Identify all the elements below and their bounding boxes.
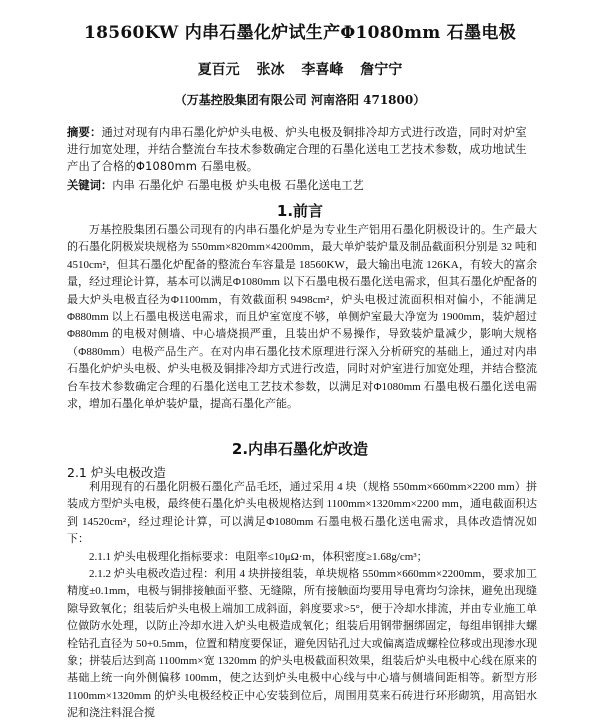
- abstract-text: 通过对现有内串石墨化炉炉头电极、炉头电极及铜排冷却方式进行改造，同时对炉室进行加宽处理，并结合整流台车技术参数确定合理的石墨化送电工艺技术参数，成功地试生产出了合格的Φ1080mm 石墨电极。: [67, 126, 527, 173]
- subsection-2-1-heading: 2.1 炉头电极改造: [67, 465, 166, 480]
- abstract: [67, 124, 535, 175]
- section-1-paragraph: 万基控股集团石墨公司现有的内串石墨化炉是为专业生产铝用石墨化阴极设计的。生产最大的石墨化阴极炭块规格为 550mm×820mm×4200mm，最大单炉装炉量及制品截面积分别是 32 吨和 4510cm²，但其石墨化炉配备的整流台车容量是 18560KW，最大输出电流 126KA，有较大的富余量，经过理论计算，基本可以满足Φ1080mm 以下石墨电极石墨化送电需求，但其石墨化炉配备的最大炉头电极直径为Φ1100mm，有效截面积 9498cm²，炉头电极过流面积相对偏小，不能满足Φ880mm 以上石墨电极送电需求，而且炉室宽度不够，单侧炉室最大净宽为 1900mm，装炉超过Φ880mm 的电极对侧墙、中心墙烧损严重，且装出炉不易操作，导致装炉量减少，影响大规格（Φ880mm）电极产品生产。在对内串石墨化技术原理进行深入分析研究的基础上，通过对内串石墨化炉炉头电极、炉头电极及铜排冷却方式进行改造，同时对炉室进行加宽处理，并结合整流台车技术参数确定合理的石墨化送电工艺技术参数，以满足对Φ1080mm 石墨电极石墨化送电需求，增加石墨化单炉装炉量，提高石墨化产能。: [67, 224, 537, 411]
- section-2-heading: 2.内串石墨化炉改造: [231, 440, 369, 458]
- item-2-1-1: 2.1.1 炉头电极理化指标要求：电阻率≤10μΩ·m，体积密度≥1.68g/cm³；: [89, 550, 428, 563]
- affiliation: （万基控股集团有限公司 河南洛阳 471800）: [174, 93, 426, 107]
- abstract-label: 摘要：: [67, 126, 102, 139]
- keywords: [67, 177, 535, 194]
- author-list: 夏百元 张冰 李喜峰 詹宁宁: [197, 62, 403, 78]
- subsection-2-1-body: [67, 479, 537, 723]
- keywords-label: 关键词：: [67, 179, 113, 192]
- section-1-body: [67, 222, 537, 413]
- paper-title: 18560KW 内串石墨化炉试生产Φ1080mm 石墨电极: [83, 23, 517, 43]
- item-2-1-2: 2.1.2 炉头电极改造过程：利用 4 块拼接组装，单块规格 550mm×660mm×2200mm，要求加工精度±0.1mm，电极与铜排接触面平整、无缝隙，所有接触面均要用导电膏均匀涂抹，避免出现缝隙导致氧化；组装后炉头电极上端加工成斜面，斜度要求>5°，便于冷却水排流，并由专业施工单位做防水处理，以防止冷却水进入炉头电极造成氧化；组装后用钢带捆绑固定，每组串钢排大螺栓钻孔直径为 50+0.5mm，位置和精度要保证，避免因钻孔过大或偏离造成螺栓位移或出现渗水现象；拼装后达到高 1100mm×宽 1320mm 的炉头电极截面积效果，组装后炉头电极中心线在原来的基础上统一向外侧偏移 100mm，使之达到炉头电极中心线与中心墙与侧墙间距相等。新型方形 1100mm×1320mm 的炉头电极经校正中心安装到位后，周围用莫来石砖进行环形砌筑，用高铝水泥和浇注料混合搅: [67, 568, 538, 720]
- section-1-heading: 1.前言: [276, 202, 324, 220]
- subsection-2-1-paragraph: 利用现有的石墨化阴极石墨化产品毛坯，通过采用 4 块（规格 550mm×660mm×2200 mm）拼装成方型炉头电极，最终使石墨化炉头电极规格达到 1100mm×1320mm×2200 mm，通电截面积达到 14520cm²，经过理论计算，可以满足Φ1080mm 石墨电极石墨化送电需求，具体改造情况如下：: [67, 481, 537, 546]
- keywords-text: 内串 石墨化炉 石墨电极 炉头电极 石墨化送电工艺: [112, 179, 364, 192]
